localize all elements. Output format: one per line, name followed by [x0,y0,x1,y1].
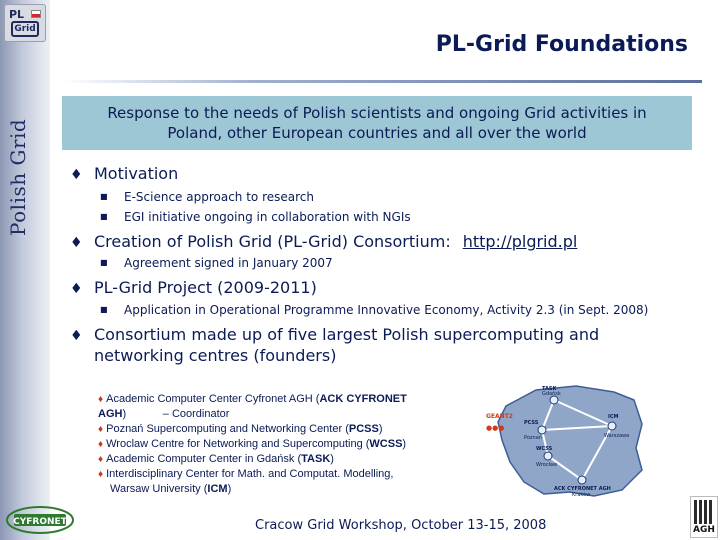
founder-abbrev: AGH [98,408,123,420]
agh-logo-mark-icon [694,500,714,524]
founder-abbrev: ICM [207,483,228,495]
geant-link-icon: ●●● [486,424,505,432]
map-label-wcss: WCSS [536,446,553,452]
page-title: PL-Grid Foundations [435,32,688,57]
founder-text: Academic Computer Center Cyfronet AGH ( [106,393,320,405]
bullet-label: Consortium made up of five largest Polish supercomputing and networking centres (founders) [94,325,600,365]
cyfronet-logo-text: CYFRONET [13,517,67,527]
bullet-creation [70,232,577,251]
agh-logo [690,496,718,538]
sub-bullet [100,210,411,224]
diamond-bullet-icon: ♦ [98,454,104,465]
bullet-marker-icon: ♦ [70,328,83,344]
polish-flag-icon [31,10,41,18]
sub-bullet [100,256,333,270]
founder-abbrev: ACK CYFRONET [319,393,407,405]
founder-item [98,422,448,437]
founder-text-end: ) [402,438,407,450]
map-label-ack-city: Kraków [572,492,591,498]
sidebar-vertical-title: Polish Grid [6,118,30,236]
plgrid-logo [4,4,46,42]
node-pcss [538,426,546,434]
founder-text-end: ) [378,423,383,435]
founder-abbrev: WCSS [369,438,403,450]
founder-item [98,392,448,407]
founder-item-cont [110,482,448,497]
node-wcss [544,452,552,460]
map-label-task: TASK [542,386,557,392]
map-label-pcss-city: Poznań [524,435,542,441]
intro-box-text: Response to the needs of Polish scientists and ongoing Grid activities in Poland, other European countries and all over the world [107,104,647,142]
geant-label: GEANT2 [486,413,513,420]
poland-outline [498,386,642,496]
founder-abbrev: TASK [301,453,331,465]
founder-text: Wroclaw Centre for Networking and Supercomputing ( [106,438,370,450]
footer-text: Cracow Grid Workshop, October 13-15, 2008 [255,518,547,533]
plgrid-link[interactable]: http://plgrid.pl [462,232,578,251]
founder-item [98,452,448,467]
bullet-label: Motivation [94,164,179,183]
poland-network-map [484,378,652,502]
square-bullet-icon: ■ [100,305,108,314]
square-bullet-icon: ■ [100,258,108,267]
sub-bullet-text: E-Science approach to research [124,190,314,204]
diamond-bullet-icon: ♦ [98,424,104,435]
map-label-icm-city: Warszawa [604,433,630,439]
bullet-marker-icon: ♦ [70,235,83,251]
diamond-bullet-icon: ♦ [98,439,104,450]
bullet-motivation [70,164,178,183]
node-ack [578,476,586,484]
founders-list [98,392,448,497]
founder-text: Poznań Supercomputing and Networking Center ( [106,423,349,435]
map-label-ack: ACK CYFRONET AGH [554,486,611,492]
diamond-bullet-icon: ♦ [98,469,104,480]
title-divider [62,80,702,83]
agh-logo-text: AGH [693,525,715,535]
founder-text-end: ) [227,483,232,495]
square-bullet-icon: ■ [100,192,108,201]
plgrid-logo-pl: PL [9,8,25,21]
founder-text: ) – Coordinator [122,408,230,420]
founder-text: Warsaw University ( [110,483,208,495]
node-task [550,396,558,404]
bullet-marker-icon: ♦ [70,167,83,183]
founder-text-end: ) [330,453,334,465]
bullet-marker-icon: ♦ [70,281,83,297]
cyfronet-logo [4,504,76,536]
plgrid-logo-grid: Grid [11,21,39,37]
founder-text: Academic Computer Center in Gdańsk ( [106,453,302,465]
sub-bullet-text: Agreement signed in January 2007 [124,256,333,270]
founder-item [98,437,448,452]
bullet-project [70,278,317,297]
sub-bullet [100,303,648,317]
founder-item-cont [98,407,448,422]
map-label-icm: ICM [608,414,619,420]
square-bullet-icon: ■ [100,212,108,221]
map-label-wcss-city: Wrocław [536,462,558,468]
sub-bullet-text: Application in Operational Programme Innovative Economy, Activity 2.3 (in Sept. 2008) [124,303,649,317]
sidebar [0,0,50,540]
founder-item [98,467,448,482]
bullet-label: Creation of Polish Grid (PL-Grid) Consortium: [94,232,451,251]
intro-box [62,96,692,150]
map-label-pcss: PCSS [524,420,539,426]
map-label-task-city: Gdańsk [542,391,561,397]
node-icm [608,422,616,430]
bullet-consortium [70,324,630,366]
sub-bullet-text: EGI initiative ongoing in collaboration with NGIs [124,210,411,224]
founder-text: Interdisciplinary Center for Math. and Computat. Modelling, [106,468,394,480]
diamond-bullet-icon: ♦ [98,394,104,405]
bullet-label: PL-Grid Project (2009-2011) [94,278,317,297]
founder-abbrev: PCSS [348,423,379,435]
sub-bullet [100,190,314,204]
